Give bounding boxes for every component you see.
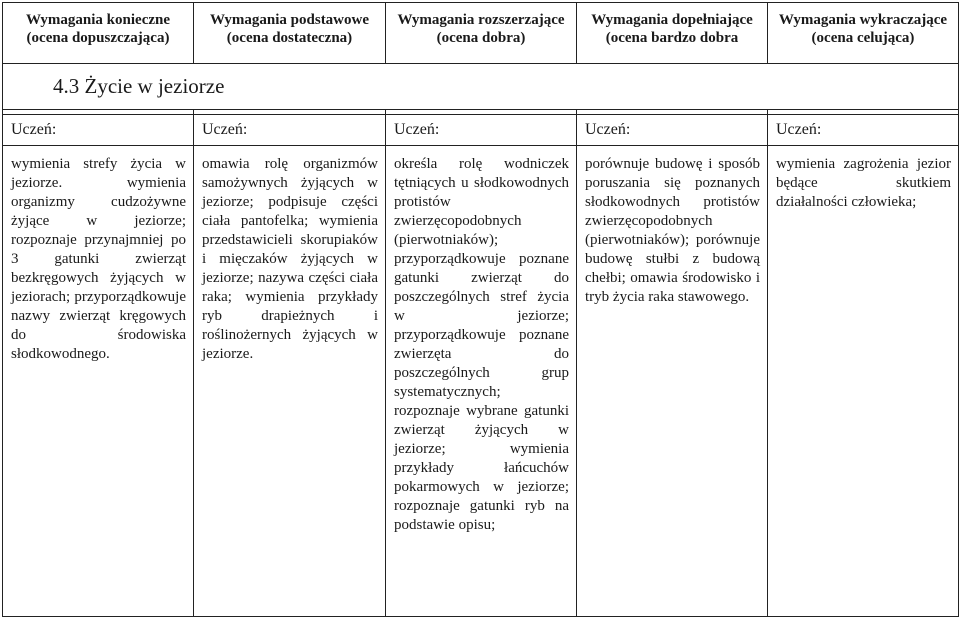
requirement-cell-rozszerzajace <box>386 146 577 617</box>
student-label: Uczeń: <box>386 115 577 146</box>
header-title: Wymagania wykraczające <box>778 12 948 28</box>
header-row <box>3 3 959 64</box>
header-grade: (ocena bardzo dobra <box>605 30 739 46</box>
header-title: Wymagania dopełniające <box>591 12 753 28</box>
header-cell <box>768 3 959 64</box>
requirement-text: wymienia zagrożenia jezior będące skutkiem działalności człowieka; <box>776 156 951 210</box>
requirement-cell-dopelniajace <box>577 146 768 617</box>
requirement-text: porównuje budowę i sposób poruszania się poznanych słodkowodnych protistów zwierzęcopodobnych (pierwotniaków); porównuje budowę stułbi z budową chełbi; omawia środowisko i tryb życia raka stawowego. <box>585 156 760 305</box>
requirement-text: omawia rolę organizmów samożywnych żyjących w jeziorze; podpisuje części ciała pantofelka; wymienia przedstawicieli skorupiaków i mięczaków żyjących w jeziorze; nazywa części ciała raka; wymienia przykłady ryb drapieżnych i roślinożernych żyjących w jeziorze. <box>202 156 378 362</box>
requirement-text: wymienia strefy życia w jeziorze. wymienia organizmy cudzożywne żyjące w jeziorze; rozpoznaje przynajmniej po 3 gatunki zwierząt bezkręgowych żyjących w jeziorach; przyporządkowuje nazwy zwierząt kręgowych do środowiska słodkowodnego. <box>11 156 186 362</box>
student-label: Uczeń: <box>768 115 959 146</box>
section-row <box>3 64 959 110</box>
requirements-table <box>2 2 959 617</box>
requirement-cell-wykraczajace <box>768 146 959 617</box>
header-cell <box>194 3 386 64</box>
requirement-cell-podstawowe <box>194 146 386 617</box>
header-title: Wymagania rozszerzające <box>397 12 565 28</box>
student-label: Uczeń: <box>3 115 194 146</box>
header-grade: (ocena celująca) <box>811 30 915 46</box>
header-title: Wymagania podstawowe <box>209 12 370 28</box>
header-cell <box>577 3 768 64</box>
requirement-cell-konieczne <box>3 146 194 617</box>
header-grade: (ocena dopuszczająca) <box>26 30 170 46</box>
content-row <box>3 146 959 617</box>
student-label: Uczeń: <box>577 115 768 146</box>
header-title: Wymagania konieczne <box>25 12 171 28</box>
header-grade: (ocena dostateczna) <box>226 30 353 46</box>
student-label: Uczeń: <box>194 115 386 146</box>
header-cell <box>386 3 577 64</box>
requirement-text: określa rolę wodniczek tętniących u słodkowodnych protistów zwierzęcopodobnych (pierwotniaków); przyporządkowuje poznane gatunki zwierząt do poszczególnych stref życia w jeziorze; przyporządkowuje poznane zwierzęta do poszczególnych grup systematycznych; rozpoznaje wybrane gatunki zwierząt żyjących w jeziorze; wymienia przykłady łańcuchów pokarmowych w jeziorze; rozpoznaje gatunki ryb na podstawie opisu; <box>394 156 569 533</box>
header-cell <box>3 3 194 64</box>
section-title: 4.3 Życie w jeziorze <box>3 64 959 110</box>
student-label-row <box>3 115 959 146</box>
header-grade: (ocena dobra) <box>436 30 526 46</box>
